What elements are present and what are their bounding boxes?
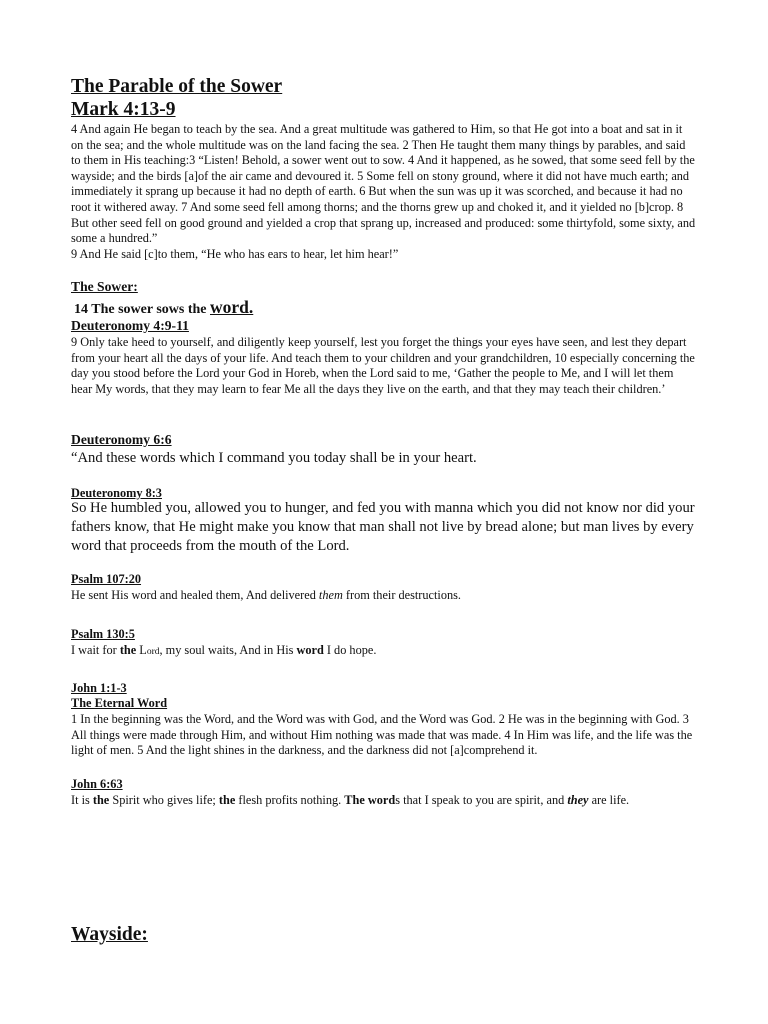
psalm107-reference: Psalm 107:20 [71,572,142,586]
psalm130-text-3: L [136,643,147,657]
deut4-reference: Deuteronomy 4:9-11 [71,318,189,333]
sower-heading: The Sower: [71,279,138,294]
psalm130-text-4: ord [146,647,160,657]
john6-text-2: the [92,793,110,807]
john6-text-1: It is [71,793,93,807]
psalm107-text-a: He sent His word and healed them, And delivered [71,588,319,602]
john6-text-7: s that I speak to you are spirit, and [395,793,568,807]
sower-verse-word: word. [210,297,254,317]
deut6-reference: Deuteronomy 6:6 [71,432,172,447]
mark-passage-verse-9: 9 And He said [c]to them, “He who has ears to hear, let him hear!” [71,247,399,261]
john6-text-4: the [218,793,236,807]
psalm107-passage [71,588,697,604]
sower-verse-text: 14 The sower sows the [74,302,207,317]
john1-passage: 1 In the beginning was the Word, and the Word was with God, and the Word was God. 2 He was in the beginning with God. 3 All things were made through Him, and without Him nothing was made that was made. 4 In Him was life, and the life was the light of men. 5 And the light shines in the darkness, and the darkness did not [a]comprehend it. [71,712,693,758]
john6-text-6: The word [344,793,396,807]
psalm107-text-b: from their destructions. [342,588,461,602]
psalm130-text-5: , my soul waits, And in His [159,643,297,657]
psalm130-text-6: word [296,643,324,657]
psalm107-text-em: them [318,588,343,602]
john6-text-8: they [567,793,589,807]
psalm130-text-7: I do hope. [323,643,377,657]
john1-reference: John 1:1-3 [71,681,127,695]
mark-passage: 4 And again He began to teach by the sea. And a great multitude was gathered to Him, so that He got into a boat and sat in it on the sea; and the whole multitude was on the land facing the sea. 2 Then He taught them many things by parables, and said to them in His teaching:3 “Listen! Behold, a sower went out to sow. 4 And it happened, as he sowed, that some seed fell by the wayside; and the birds [a]of the air came and devoured it. 5 Some fell on stony ground, where it did not have much earth; and immediately it sprang up because it had no depth of earth. 6 But when the sun was up it was scorched, and because it had no root it withered away. 7 And some seed fell among thorns; and the thorns grew up and choked it, and it yielded no [b]crop. 8 But other seed fell on good ground and yielded a crop that sprang up, increased and produced: some thirtyfold, some sixty, and some a hundred.” [71,122,696,246]
page-title: The Parable of the Sower [71,76,283,97]
deut8-passage: So He humbled you, allowed you to hunger, and fed you with manna which you did not know nor did your fathers know, that He might make you know that man shall not live by bread alone; but man lives by every word that proceeds from the mouth of the Lord. [71,500,695,554]
john6-text-5: flesh profits nothing. [235,793,345,807]
wayside-heading: Wayside: [71,924,148,945]
john6-text-3: Spirit who gives life; [109,793,219,807]
deut4-passage: 9 Only take heed to yourself, and diligently keep yourself, lest you forget the things your eyes have seen, and lest they depart from your heart all the days of your life. And teach them to your children and your grandchildren, 10 especially concerning the day you stood before the Lord your God in Horeb, when the Lord said to me, ‘Gather the people to Me, and I will let them hear My words, that they may learn to fear Me all the days they live on the earth, and that they may teach their children.’ [71,335,695,396]
mark-reference: Mark 4:13-9 [71,99,176,120]
psalm130-reference: Psalm 130:5 [71,627,135,641]
deut6-passage: “And these words which I command you today shall be in your heart. [71,450,477,466]
psalm130-passage [71,643,697,661]
psalm130-text-1: I wait for [71,643,120,657]
john1-subtitle: The Eternal Word [71,696,168,710]
psalm130-text-2: the [119,643,137,657]
john6-reference: John 6:63 [71,777,123,791]
john6-passage [71,793,697,809]
deut8-reference: Deuteronomy 8:3 [71,486,162,500]
john6-text-9: are life. [588,793,630,807]
